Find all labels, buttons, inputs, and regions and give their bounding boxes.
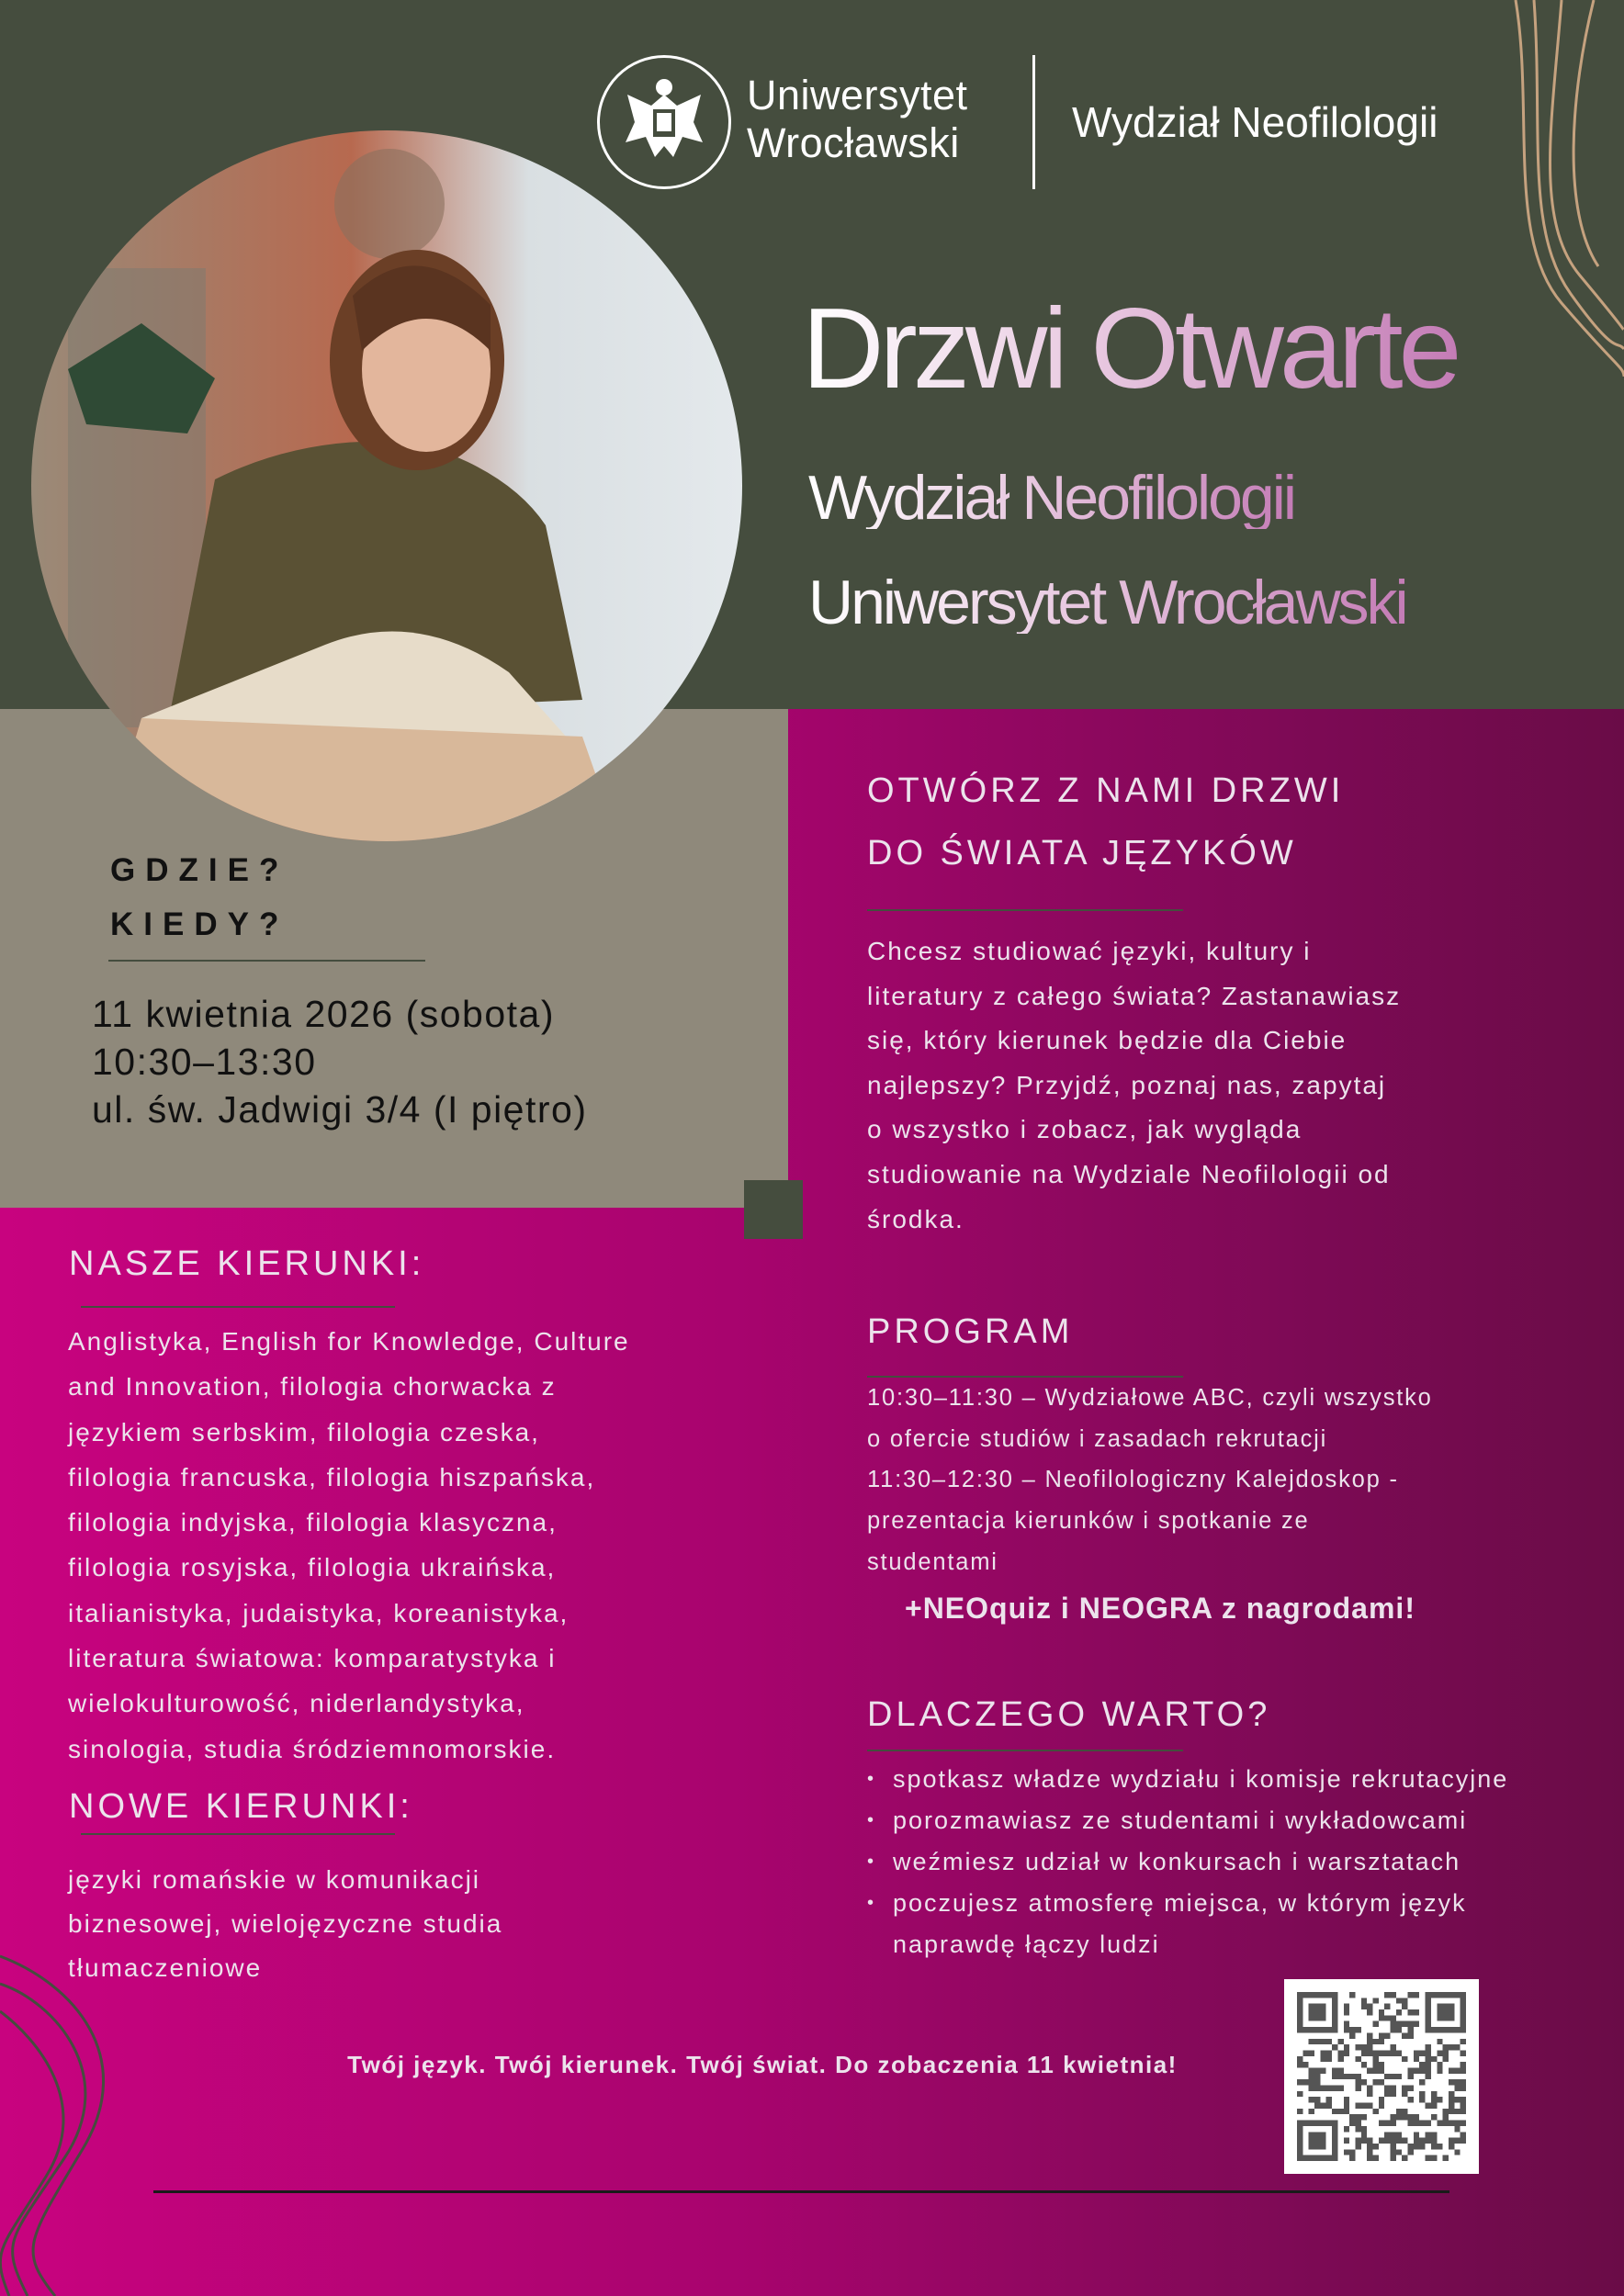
text-line: studiowanie na Wydziale Neofilologii od	[867, 1159, 1391, 1188]
event-date: 11 kwietnia 2026 (sobota)	[92, 993, 555, 1035]
page-title: Drzwi Otwarte	[802, 286, 1458, 412]
intro-heading-line: OTWÓRZ Z NAMI DRZWI	[867, 771, 1345, 810]
event-address: ul. św. Jadwigi 3/4 (I piętro)	[92, 1088, 588, 1131]
text-line: sinologia, studia śródziemnomorskie.	[68, 1734, 557, 1763]
text-line: Anglistyka, English for Knowledge, Culture	[68, 1327, 630, 1356]
programs-heading: NASZE KIERUNKI:	[69, 1244, 425, 1283]
divider	[867, 909, 1183, 911]
decorative-square	[744, 1180, 803, 1239]
schedule-line: prezentacja kierunków i spotkanie ze	[867, 1508, 1310, 1535]
text-line: and Innovation, filologia chorwacka z	[68, 1372, 557, 1401]
text-line: tłumaczeniowe	[68, 1953, 263, 1982]
text-line: Chcesz studiować języki, kultury i	[867, 937, 1312, 965]
text-line: środka.	[867, 1204, 964, 1233]
student-reading-photo	[31, 130, 742, 841]
eagle-crest-icon	[600, 58, 728, 186]
qr-code[interactable]	[1284, 1979, 1479, 2174]
text-line: biznesowej, wielojęzyczne studia	[68, 1909, 503, 1938]
program-schedule	[867, 1378, 1584, 1583]
hero-subtitle-faculty: Wydział Neofilologii	[808, 463, 1294, 533]
new-programs-list	[68, 1858, 502, 1990]
text-line: się, który kierunek będzie dla Ciebie	[867, 1026, 1348, 1055]
qr-code-icon	[1297, 1992, 1466, 2161]
text-line: filologia indyjska, filologia klasyczna,	[68, 1508, 558, 1537]
why-heading: DLACZEGO WARTO?	[867, 1695, 1271, 1734]
footer-tagline: Twój język. Twój kierunek. Twój świat. Do zobaczenia 11 kwietnia!	[347, 2051, 1178, 2078]
schedule-line: o ofercie studiów i zasadach rekrutacji	[867, 1425, 1328, 1452]
schedule-line: studentami	[867, 1548, 998, 1575]
hero-subtitle-university: Uniwersytet Wrocławski	[808, 568, 1406, 637]
university-name-line2: Wrocławski	[747, 119, 960, 166]
text-line: o wszystko i zobacz, jak wygląda	[867, 1115, 1303, 1144]
text-line: literatura światowa: komparatystyka i	[68, 1644, 557, 1673]
list-item: • spotkasz władze wydziału i komisje rekrutacyjne	[867, 1759, 1508, 1800]
university-name-line1: Uniwersytet	[747, 72, 968, 118]
university-wordmark	[747, 72, 968, 167]
decorative-curves-icon	[0, 1947, 129, 2296]
intro-heading-line: DO ŚWIATA JĘZYKÓW	[867, 834, 1297, 872]
list-item: • porozmawiasz ze studentami i wykładowcami	[867, 1800, 1508, 1841]
where-label: GDZIE?	[110, 852, 289, 888]
faculty-name: Wydział Neofilologii	[1072, 98, 1438, 146]
divider	[81, 1306, 395, 1308]
divider	[81, 1833, 395, 1835]
event-details	[92, 990, 587, 1133]
program-bonus: +NEOquiz i NEOGRA z nagrodami!	[905, 1592, 1415, 1625]
university-logo	[597, 55, 731, 189]
text-line: literatury z całego świata? Zastanawiasz	[867, 981, 1402, 1010]
list-item: • poczujesz atmosferę miejsca, w którym język	[867, 1883, 1508, 1924]
divider	[108, 960, 425, 962]
programs-list	[68, 1319, 630, 1772]
list-item-continuation: naprawdę łączy ludzi	[893, 1930, 1160, 1958]
list-item: • weźmiesz udział w konkursach i warsztatach	[867, 1841, 1508, 1883]
text-line: językiem serbskim, filologia czeska,	[68, 1417, 540, 1446]
new-programs-heading: NOWE KIERUNKI:	[69, 1787, 413, 1826]
text-line: italianistyka, judaistyka, koreanistyka,	[68, 1598, 570, 1627]
text-line: filologia rosyjska, filologia ukraińska,	[68, 1553, 557, 1582]
intro-heading	[867, 760, 1344, 884]
logo-divider	[1032, 55, 1035, 189]
schedule-line: 10:30–11:30 – Wydziałowe ABC, czyli wszystko	[867, 1385, 1433, 1411]
intro-paragraph	[867, 929, 1401, 1242]
decorative-curves-icon	[1506, 0, 1624, 386]
text-line: języki romańskie w komunikacji	[68, 1865, 481, 1894]
text-line: filologia francuska, filologia hiszpańska,	[68, 1462, 596, 1491]
text-line: wielokulturowość, niderlandystyka,	[68, 1689, 525, 1718]
footer-rule	[153, 2190, 1449, 2193]
text-line: najlepszy? Przyjdź, poznaj nas, zapytaj	[867, 1070, 1387, 1099]
when-label: KIEDY?	[110, 906, 289, 942]
divider	[867, 1750, 1183, 1751]
benefits-list	[867, 1759, 1508, 1965]
program-heading: PROGRAM	[867, 1312, 1074, 1351]
event-time: 10:30–13:30	[92, 1041, 317, 1083]
schedule-line: 11:30–12:30 – Neofilologiczny Kalejdoskop -	[867, 1467, 1399, 1493]
